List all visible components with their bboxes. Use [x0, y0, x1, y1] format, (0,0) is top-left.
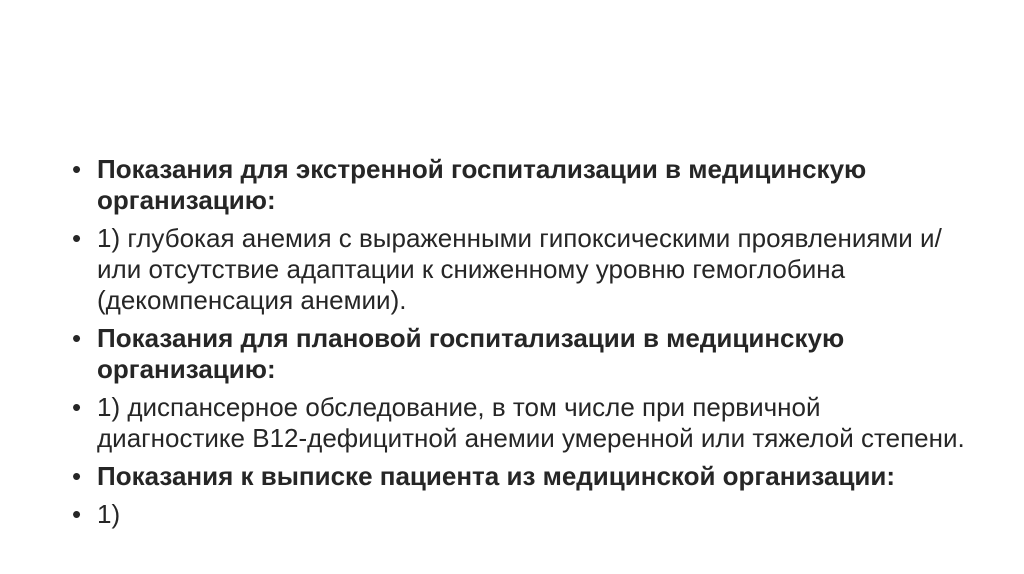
bullet-dot: •	[72, 392, 82, 422]
bullet-text: Показания к выписке пациента из медицинской организации:	[97, 461, 896, 491]
bullet-dot: •	[72, 223, 82, 253]
bullet-planned-item-1	[72, 392, 972, 454]
bullet-text: 1) диспансерное обследование, в том числе при первичной диагностике B12-дефицитной анемии умеренной или тяжелой степени.	[97, 392, 965, 453]
bullet-dot: •	[72, 154, 82, 184]
bullet-planned-heading	[72, 323, 972, 385]
bullet-text: 1) глубокая анемия с выраженными гипоксическими проявлениями и/или отсутствие адаптации к сниженному уровню гемоглобина (декомпенсация анемии).	[97, 223, 942, 315]
bullet-text: Показания для плановой госпитализации в медицинскую организацию:	[97, 323, 845, 384]
bullet-text: 1)	[97, 499, 121, 529]
bullet-discharge-item-1	[72, 499, 972, 530]
bullet-emergency-item-1	[72, 223, 972, 316]
bullet-emergency-heading	[72, 154, 972, 216]
bullet-discharge-heading	[72, 461, 972, 492]
bullet-text: Показания для экстренной госпитализации в медицинскую организацию:	[97, 154, 867, 215]
bullet-dot: •	[72, 499, 82, 529]
bullet-list	[72, 154, 972, 537]
bullet-dot: •	[72, 461, 82, 491]
bullet-dot: •	[72, 323, 82, 353]
